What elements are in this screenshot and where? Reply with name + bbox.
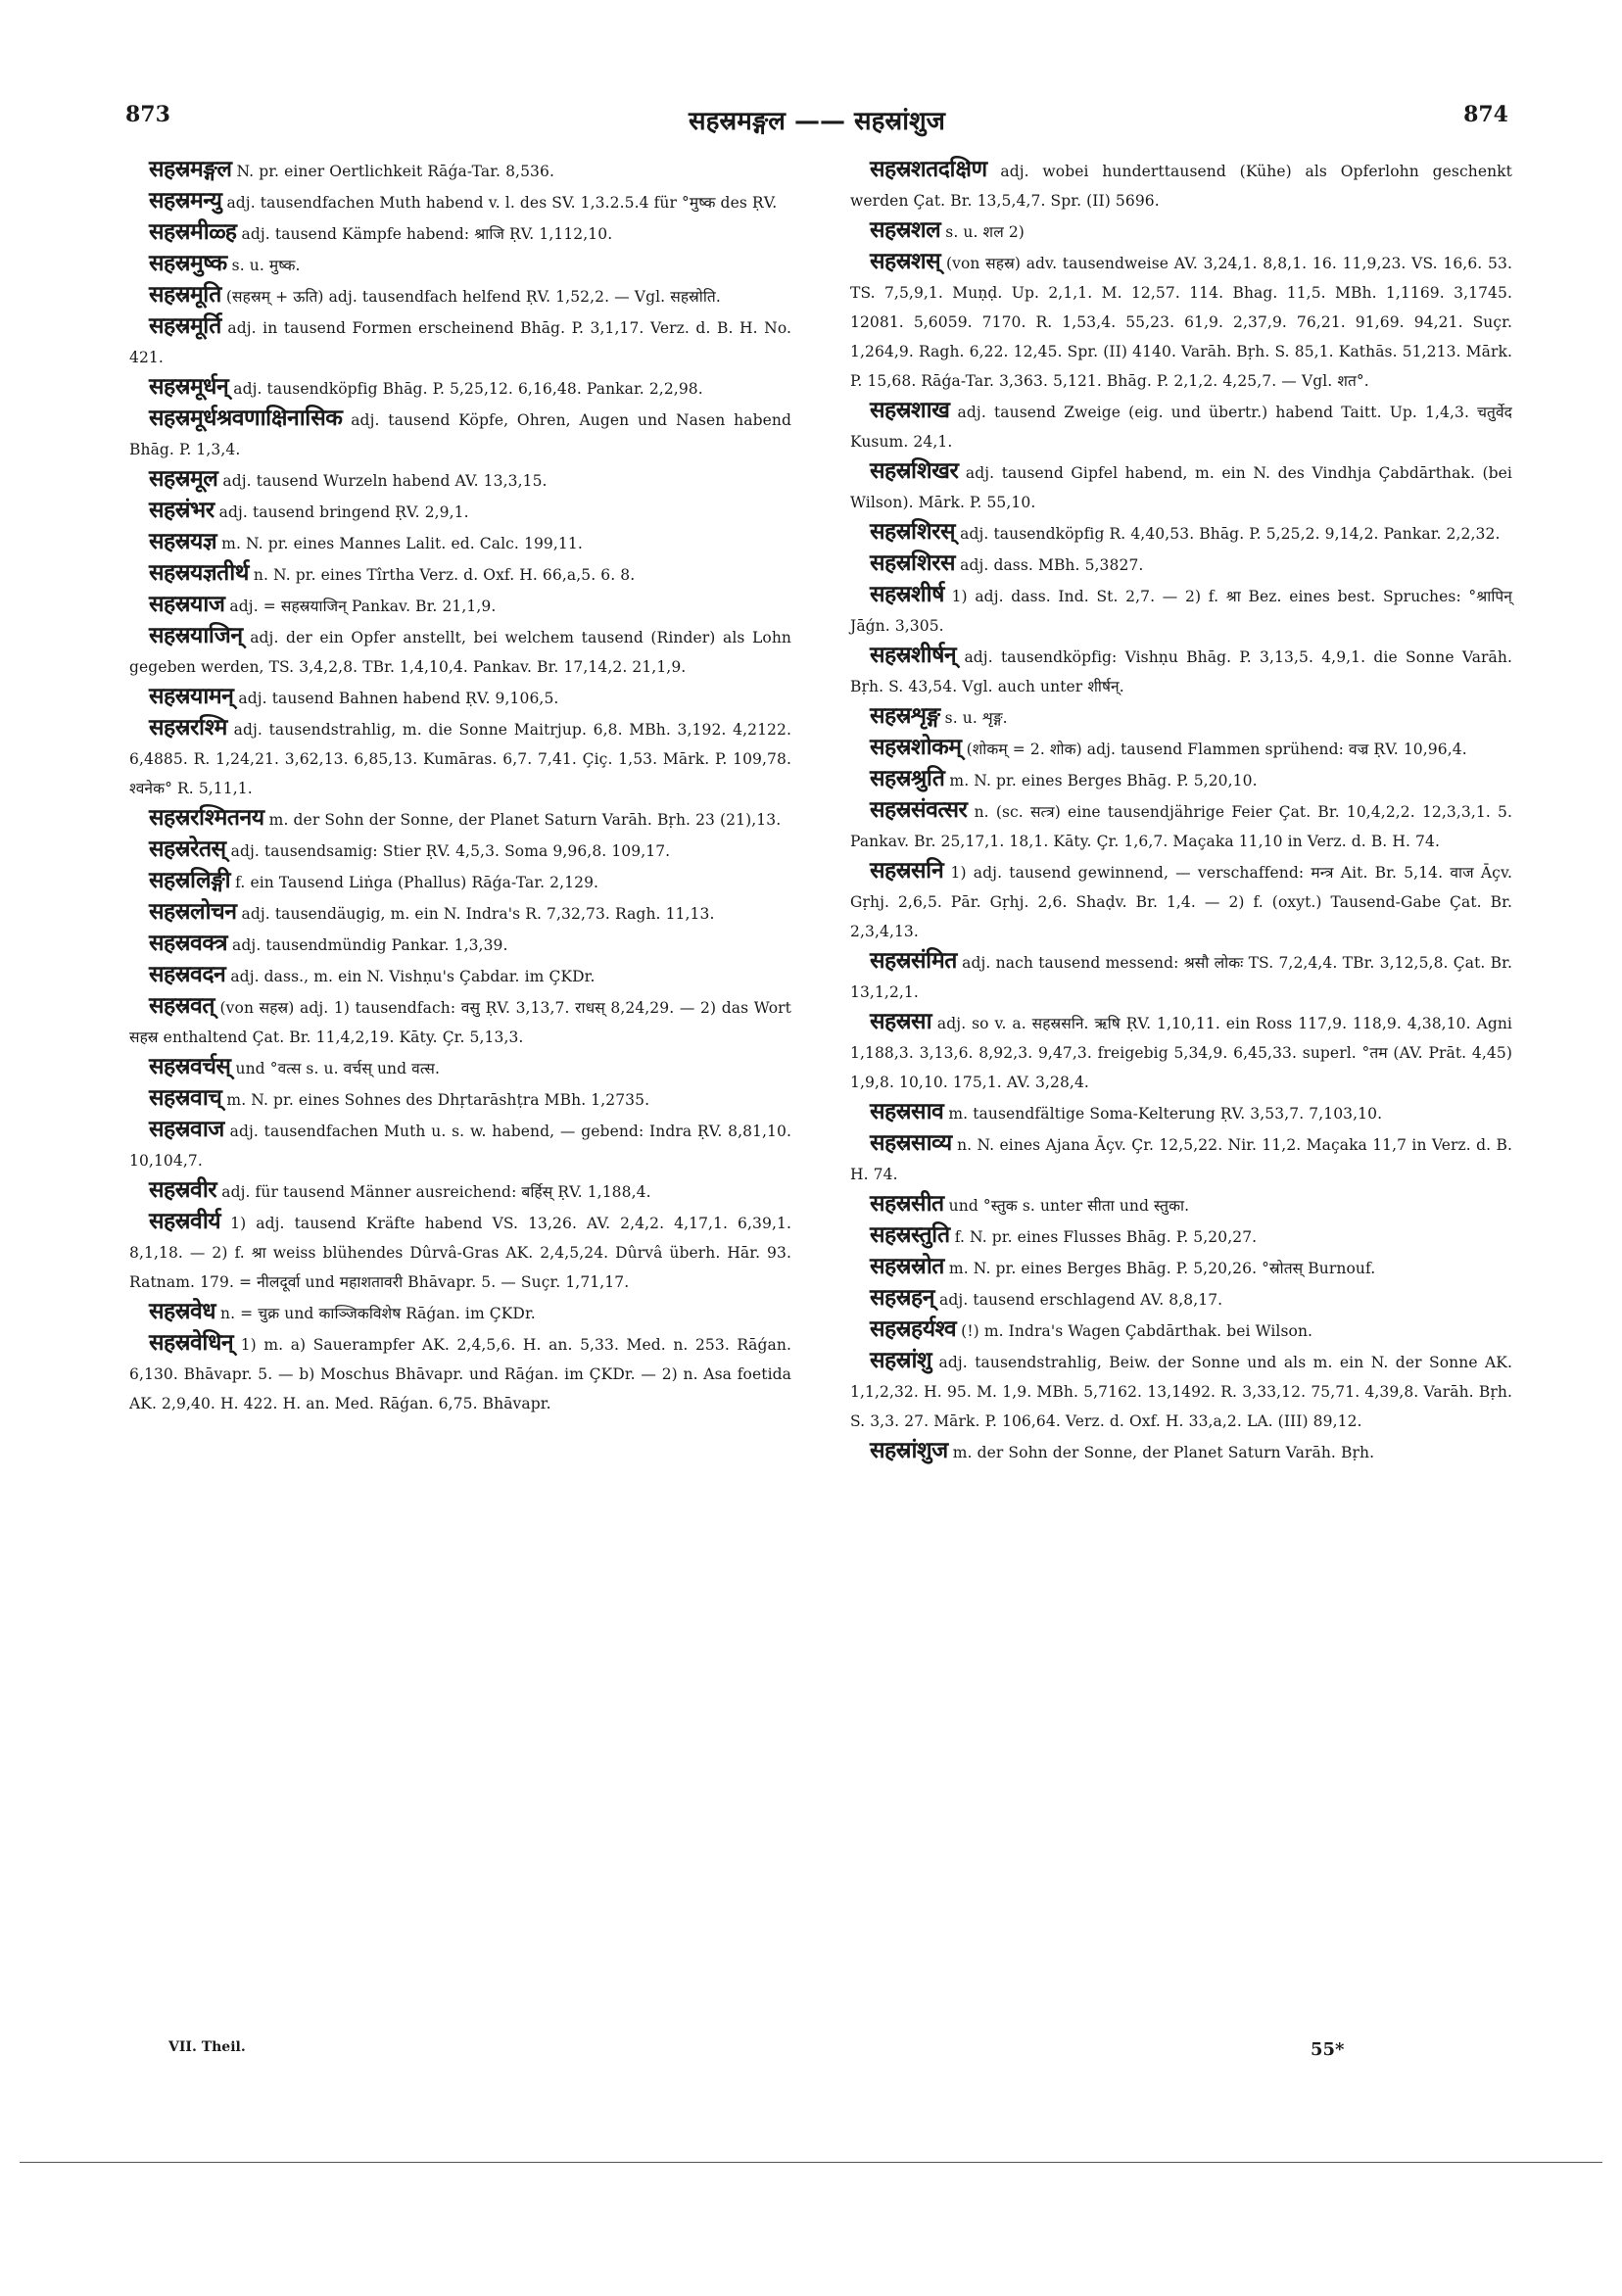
dictionary-entry	[129, 372, 791, 404]
entry-definition: adj. tausendfachen Muth habend v. l. des SV. 1,3.2.5.4 für °मुष्क des ṚV.	[221, 194, 778, 212]
dictionary-entry	[850, 1436, 1512, 1467]
entry-headword: सहस्रशल	[870, 217, 941, 243]
entry-headword: सहस्रमूर्धश्रवणाक्षिनासिक	[149, 406, 343, 431]
entry-headword: सहस्रमूति	[149, 282, 221, 308]
entry-headword: सहस्रशिरस	[870, 550, 956, 576]
entry-definition: (!) m. Indra's Wagen Çabdārthak. bei Wilson.	[956, 1322, 1313, 1340]
dictionary-entry	[129, 835, 791, 866]
dictionary-entry	[129, 1328, 791, 1418]
entry-headword: सहस्रयाजिन्	[149, 623, 243, 648]
dictionary-entry	[129, 866, 791, 897]
entry-definition: adj. für tausend Männer ausreichend: बर्हिस् ṚV. 1,188,4.	[216, 1183, 651, 1201]
entry-definition: n. N. pr. eines Tîrtha Verz. d. Oxf. H. 66,a,5. 6. 8.	[248, 566, 636, 584]
entry-definition: n. (sc. सत्त्र) eine tausendjährige Feier Çat. Br. 10,4,2,2. 12,3,3,1. 5. Pankav. Br. 25,17,1. 18,1. Kāty. Çr. 1,6,7. Maçaka 11,10 in Verz. d. B. H. 74.	[850, 803, 1512, 850]
entry-headword: सहस्रवेधिन्	[149, 1330, 234, 1356]
dictionary-entry	[850, 764, 1512, 795]
entry-definition: und °स्तुक s. unter सीता und स्तुका.	[943, 1197, 1190, 1215]
entry-definition: N. pr. einer Oertlichkeit Rāǵa-Tar. 8,536.	[231, 163, 554, 180]
dictionary-entry	[850, 733, 1512, 764]
entry-definition: 1) adj. tausend Kräfte habend VS. 13,26. AV. 2,4,2. 4,17,1. 6,39,1. 8,1,18. — 2) f. श्रा weiss blühendes Dûrvâ-Gras AK. 2,4,5,24. Dûrvâ überh. Hār. 93. Ratnam. 179. = नीलदूर्वा und महाशतावरी Bhāvapr. 5. — Suçr. 1,71,17.	[129, 1215, 791, 1291]
dictionary-entry	[850, 549, 1512, 580]
entry-headword: सहस्रशीर्षन्	[870, 643, 957, 668]
dictionary-entry	[850, 946, 1512, 1007]
entry-headword: सहस्ररश्मितनय	[149, 805, 264, 831]
entry-headword: सहस्रसा	[870, 1009, 932, 1034]
dictionary-entry	[129, 929, 791, 960]
dictionary-entry	[129, 590, 791, 621]
entry-headword: सहस्रवीर्य	[149, 1209, 221, 1234]
page-number-left: 873	[125, 102, 170, 127]
entry-headword: सहस्रमूर्ति	[149, 313, 221, 339]
entry-definition: adj. dass., m. ein N. Vishṇu's Çabdar. im ÇKDr.	[225, 968, 596, 985]
entry-definition: n. = चुक्र und काञ्जिकविशेष Rāǵan. im ÇKDr.	[215, 1305, 536, 1322]
entry-definition: adj. tausend erschlagend AV. 8,8,17.	[934, 1291, 1223, 1309]
entry-definition: adj. tausendstrahlig, Beiw. der Sonne und als m. ein N. der Sonne AK. 1,1,2,32. H. 95. M. 1,9. MBh. 5,7162. 13,1492. R. 3,33,12. 75,71. 4,39,8. Varāh. Bṛh. S. 3,3. 27. Mārk. P. 106,64. Verz. d. Oxf. H. 33,a,2. LA. (III) 89,12.	[850, 1354, 1512, 1430]
dictionary-entry	[850, 1283, 1512, 1315]
dictionary-entry	[129, 1175, 791, 1207]
entry-definition: adj. = सहस्रयाजिन् Pankav. Br. 21,1,9.	[224, 598, 497, 615]
dictionary-entry	[850, 215, 1512, 247]
entry-definition: s. u. मुष्क.	[226, 257, 301, 274]
entry-headword: सहस्रंभर	[149, 498, 215, 523]
entry-definition: adj. tausendmündig Pankar. 1,3,39.	[227, 936, 508, 954]
entry-headword: सहस्रवत्	[149, 993, 215, 1019]
entry-headword: सहस्रवाच्	[149, 1085, 222, 1111]
dictionary-entry	[129, 217, 791, 249]
entry-headword: सहस्रयज्ञतीर्थ	[149, 560, 249, 586]
entry-definition: m. N. pr. eines Mannes Lalit. ed. Calc. 199,11.	[216, 535, 583, 552]
entry-headword: सहस्ररश्मि	[149, 715, 227, 741]
entry-headword: सहस्रसाव	[870, 1099, 944, 1124]
dictionary-entry	[850, 795, 1512, 856]
entry-headword: सहस्रवीर	[149, 1177, 217, 1203]
entry-definition: 1) adj. tausend gewinnend, — verschaffend: मन्त्र Ait. Br. 5,14. वाज Āçv. Gṛhj. 2,6,5. Pār. Gṛhj. 2,6. Shaḍv. Br. 1,4. — 2) f. (oxyt.) Tausend-Gabe Çat. Br. 2,3,4,13.	[850, 864, 1512, 940]
dictionary-entry	[129, 155, 791, 186]
entry-definition: adj. tausendköpfig R. 4,40,53. Bhāg. P. 5,25,2. 9,14,2. Pankar. 2,2,32.	[955, 525, 1501, 543]
entry-definition: adj. tausend Zweige (eig. und übertr.) habend Taitt. Up. 1,4,3. चतुर्वेद Kusum. 24,1.	[850, 404, 1512, 451]
left-column	[129, 155, 791, 1418]
dictionary-entry	[129, 1052, 791, 1083]
entry-definition: adj. tausend Gipfel habend, m. ein N. des Vindhja Çabdārthak. (bei Wilson). Mārk. P. 55,10.	[850, 464, 1512, 511]
entry-definition: adj. tausend Köpfe, Ohren, Augen und Nasen habend Bhāg. P. 1,3,4.	[129, 411, 791, 458]
dictionary-entry	[850, 1189, 1512, 1220]
entry-definition: m. N. pr. eines Sohnes des Dhṛtarāshṭra MBh. 1,2735.	[221, 1091, 650, 1109]
dictionary-entry	[129, 496, 791, 527]
entry-headword: सहस्रवदन	[149, 962, 226, 987]
entry-headword: सहस्रांशु	[870, 1348, 932, 1373]
dictionary-entry	[850, 396, 1512, 456]
entry-definition: adj. tausendfachen Muth u. s. w. habend, — gebend: Indra ṚV. 8,81,10. 10,104,7.	[129, 1123, 791, 1170]
dictionary-entry	[129, 527, 791, 558]
entry-definition: adj. tausend Wurzeln habend AV. 13,3,15.	[217, 472, 548, 490]
dictionary-entry	[129, 803, 791, 835]
entry-headword: सहस्रमूल	[149, 466, 218, 492]
entry-headword: सहस्रसंमित	[870, 948, 957, 974]
entry-headword: सहस्रमङ्गल	[149, 157, 232, 182]
entry-headword: सहस्रशस्	[870, 249, 941, 274]
dictionary-entry	[129, 404, 791, 464]
entry-definition: (von सहस्र) adj. 1) tausendfach: वसु ṚV. 3,13,7. राधस् 8,24,29. — 2) das Wort सहस्र enthaltend Çat. Br. 11,4,2,19. Kāty. Çr. 5,13,3.	[129, 999, 791, 1046]
entry-definition: adj. tausend bringend ṚV. 2,9,1.	[214, 503, 469, 521]
entry-headword: सहस्रशतदक्षिण	[870, 157, 987, 182]
dictionary-entry	[850, 580, 1512, 641]
dictionary-entry	[129, 186, 791, 217]
dictionary-entry	[129, 897, 791, 929]
entry-definition: s. u. शल 2)	[940, 223, 1025, 241]
entry-definition: m. der Sohn der Sonne, der Planet Saturn Varāh. Bṛh. 23 (21),13.	[263, 811, 782, 829]
dictionary-entry	[129, 558, 791, 590]
entry-headword: सहस्रलोचन	[149, 899, 237, 925]
entry-headword: सहस्रसीत	[870, 1191, 944, 1217]
entry-headword: सहस्रांशुज	[870, 1438, 948, 1463]
dictionary-entry	[129, 311, 791, 372]
entry-definition: f. ein Tausend Liṅga (Phallus) Rāǵa-Tar. 2,129.	[230, 874, 599, 891]
dictionary-entry	[850, 1128, 1512, 1189]
bottom-rule	[20, 2162, 1602, 2163]
entry-definition: n. N. eines Ajana Āçv. Çr. 12,5,22. Nir. 11,2. Maçaka 11,7 in Verz. d. B. H. 74.	[850, 1136, 1512, 1183]
entry-definition: adj. in tausend Formen erscheinend Bhāg. P. 3,1,17. Verz. d. B. H. No. 421.	[129, 319, 791, 366]
entry-definition: m. N. pr. eines Berges Bhāg. P. 5,20,10.	[944, 772, 1258, 789]
entry-headword: सहस्रयाज	[149, 592, 225, 617]
entry-headword: सहस्रस्रोत	[870, 1254, 944, 1279]
entry-headword: सहस्रमन्यु	[149, 188, 222, 214]
running-title: सहस्रमङ्गल —— सहस्रांशुज	[689, 107, 945, 136]
entry-headword: सहस्रयज्ञ	[149, 529, 217, 554]
entry-definition: adj. tausendsamig: Stier ṚV. 4,5,3. Soma 9,96,8. 109,17.	[225, 842, 671, 860]
dictionary-entry	[129, 713, 791, 803]
sheet-mark: 55*	[1311, 2039, 1345, 2060]
entry-headword: सहस्रहन्	[870, 1285, 935, 1311]
dictionary-entry	[129, 1207, 791, 1297]
entry-definition: und °वत्स s. u. वर्चस् und वत्स.	[230, 1060, 441, 1077]
dictionary-entry	[850, 155, 1512, 215]
entry-definition: adj. so v. a. सहस्रसनि. ऋषि ṚV. 1,10,11. ein Ross 117,9. 118,9. 4,38,10. Agni 1,188,3. 3,13,6. 8,92,3. 9,47,3. freigebig 5,34,9. 6,45,33. superl. °तम (AV. Prāt. 4,45) 1,9,8. 10,10. 175,1. AV. 3,28,4.	[850, 1015, 1512, 1091]
entry-definition: adj. nach tausend messend: श्रसौ लोकः TS. 7,2,4,4. TBr. 3,12,5,8. Çat. Br. 13,1,2,1.	[850, 954, 1512, 1001]
right-column	[850, 155, 1512, 1467]
entry-headword: सहस्रश्रुति	[870, 766, 945, 791]
entry-headword: सहस्रवेध	[149, 1299, 215, 1324]
entry-headword: सहस्रशिखर	[870, 458, 959, 484]
entry-headword: सहस्रवक्त्र	[149, 931, 228, 956]
entry-headword: सहस्रमुष्क	[149, 251, 227, 276]
entry-definition: adj. tausend Bahnen habend ṚV. 9,106,5.	[233, 690, 559, 707]
dictionary-entry	[850, 517, 1512, 549]
dictionary-entry	[129, 682, 791, 713]
entry-definition: 1) adj. dass. Ind. St. 2,7. — 2) f. श्रा Bez. eines best. Spruches: °श्रापिन् Jāǵn. 3,305.	[850, 588, 1512, 635]
dictionary-entry	[850, 1315, 1512, 1346]
entry-definition: adj. tausendstrahlig, m. die Sonne Maitrjup. 6,8. MBh. 3,192. 4,2122. 6,4885. R. 1,24,21. 3,62,13. 6,85,13. Kumāras. 6,7. 7,41. Çiç. 1,53. Mārk. P. 109,78. श्वनेक° R. 5,11,1.	[129, 721, 791, 797]
dictionary-entry	[129, 991, 791, 1052]
dictionary-entry	[129, 1083, 791, 1115]
dictionary-entry	[850, 1346, 1512, 1436]
entry-definition: 1) m. a) Sauerampfer AK. 2,4,5,6. H. an. 5,33. Med. n. 253. Rāǵan. 6,130. Bhāvapr. 5. — b) Moschus Bhāvapr. und Rāǵan. im ÇKDr. — 2) n. Asa foetida AK. 2,9,40. H. 422. H. an. Med. Rāǵan. 6,75. Bhāvapr.	[129, 1336, 791, 1412]
page-header	[125, 102, 1508, 141]
entry-definition: (सहस्रम् + ऊति) adj. tausendfach helfend ṚV. 1,52,2. — Vgl. सहस्रोति.	[220, 288, 721, 306]
dictionary-entry	[129, 280, 791, 311]
entry-headword: सहस्रसंवत्सर	[870, 797, 968, 823]
dictionary-entry	[850, 1252, 1512, 1283]
entry-headword: सहस्रलिङ्गी	[149, 868, 231, 893]
entry-headword: सहस्रयामन्	[149, 684, 234, 709]
entry-headword: सहस्रशाख	[870, 398, 950, 423]
entry-definition: (शोकम् = 2. शोक) adj. tausend Flammen sprühend: वज्र ṚV. 10,96,4.	[961, 741, 1467, 758]
dictionary-entry	[850, 1220, 1512, 1252]
entry-headword: सहस्ररेतस्	[149, 837, 226, 862]
dictionary-entry	[129, 249, 791, 280]
dictionary-entry	[129, 621, 791, 682]
dictionary-entry	[129, 1297, 791, 1328]
entry-headword: सहस्रशृङ्ग	[870, 703, 940, 729]
entry-headword: सहस्रसाव्य	[870, 1130, 952, 1156]
entry-definition: m. N. pr. eines Berges Bhāg. P. 5,20,26. °स्रोतस् Burnouf.	[943, 1260, 1376, 1277]
entry-definition: adj. tausendäugig, m. ein N. Indra's R. 7,32,73. Ragh. 11,13.	[236, 905, 715, 923]
entry-definition: adj. tausendköpfig: Vishṇu Bhāg. P. 3,13,5. 4,9,1. die Sonne Varāh. Bṛh. S. 43,54. Vgl. auch unter शीर्षन्.	[850, 648, 1512, 695]
entry-headword: सहस्रशिरस्	[870, 519, 956, 545]
entry-definition: m. tausendfältige Soma-Kelterung ṚV. 3,53,7. 7,103,10.	[943, 1105, 1383, 1123]
dictionary-entry	[850, 247, 1512, 396]
entry-headword: सहस्रहर्यश्व	[870, 1316, 957, 1342]
dictionary-entry	[129, 464, 791, 496]
entry-headword: सहस्रवाज	[149, 1117, 224, 1142]
signature-mark: VII. Theil.	[168, 2039, 246, 2055]
entry-definition: (von सहस्र) adv. tausendweise AV. 3,24,1. 8,8,1. 16. 11,9,23. VS. 16,6. 53. TS. 7,5,9,1. Muṇḍ. Up. 2,1,1. M. 12,57. 114. Bhag. 11,5. MBh. 1,1169. 3,1745. 12081. 5,6059. 7170. R. 1,53,4. 55,23. 61,9. 2,37,9. 76,21. 91,69. 94,21. Suçr. 1,264,9. Ragh. 6,22. 12,45. Spr. (II) 4140. Varāh. Bṛh. S. 85,1. Kathās. 51,213. Mārk. P. 15,68. Rāǵa-Tar. 3,363. 5,121. Bhāg. P. 2,1,2. 4,25,7. — Vgl. शत°.	[850, 255, 1512, 390]
entry-headword: सहस्रमीळ्ह	[149, 219, 237, 245]
dictionary-entry	[850, 856, 1512, 946]
entry-definition: adj. tausendköpfig Bhāg. P. 5,25,12. 6,16,48. Pankar. 2,2,98.	[228, 380, 703, 398]
entry-definition: m. der Sohn der Sonne, der Planet Saturn Varāh. Bṛh.	[947, 1444, 1375, 1461]
dictionary-entry	[850, 1007, 1512, 1097]
dictionary-entry	[129, 960, 791, 991]
entry-definition: adj. tausend Kämpfe habend: श्राजि ṚV. 1,112,10.	[236, 225, 613, 243]
dictionary-entry	[850, 1097, 1512, 1128]
entry-definition: f. N. pr. eines Flusses Bhāg. P. 5,20,27.	[949, 1228, 1258, 1246]
entry-definition: s. u. शृङ्ग.	[939, 709, 1008, 727]
dictionary-entry	[850, 641, 1512, 701]
entry-headword: सहस्रशीर्ष	[870, 582, 944, 607]
dictionary-entry	[129, 1115, 791, 1175]
entry-headword: सहस्रवर्चस्	[149, 1054, 231, 1079]
entry-headword: सहस्रस्तुति	[870, 1222, 950, 1248]
entry-definition: adj. wobei hunderttausend (Kühe) als Opferlohn geschenkt werden Çat. Br. 13,5,4,7. Spr. (II) 5696.	[850, 163, 1512, 210]
entry-headword: सहस्रसनि	[870, 858, 944, 884]
entry-definition: adj. der ein Opfer anstellt, bei welchem tausend (Rinder) als Lohn gegeben werden, TS. 3,4,2,8. TBr. 1,4,10,4. Pankav. Br. 17,14,2. 21,1,9.	[129, 629, 791, 676]
entry-definition: adj. dass. MBh. 5,3827.	[955, 556, 1144, 574]
dictionary-entry	[850, 701, 1512, 733]
entry-headword: सहस्रमूर्धन्	[149, 374, 229, 400]
page-number-right: 874	[1463, 102, 1508, 127]
entry-headword: सहस्रशोकम्	[870, 735, 962, 760]
dictionary-entry	[850, 456, 1512, 517]
